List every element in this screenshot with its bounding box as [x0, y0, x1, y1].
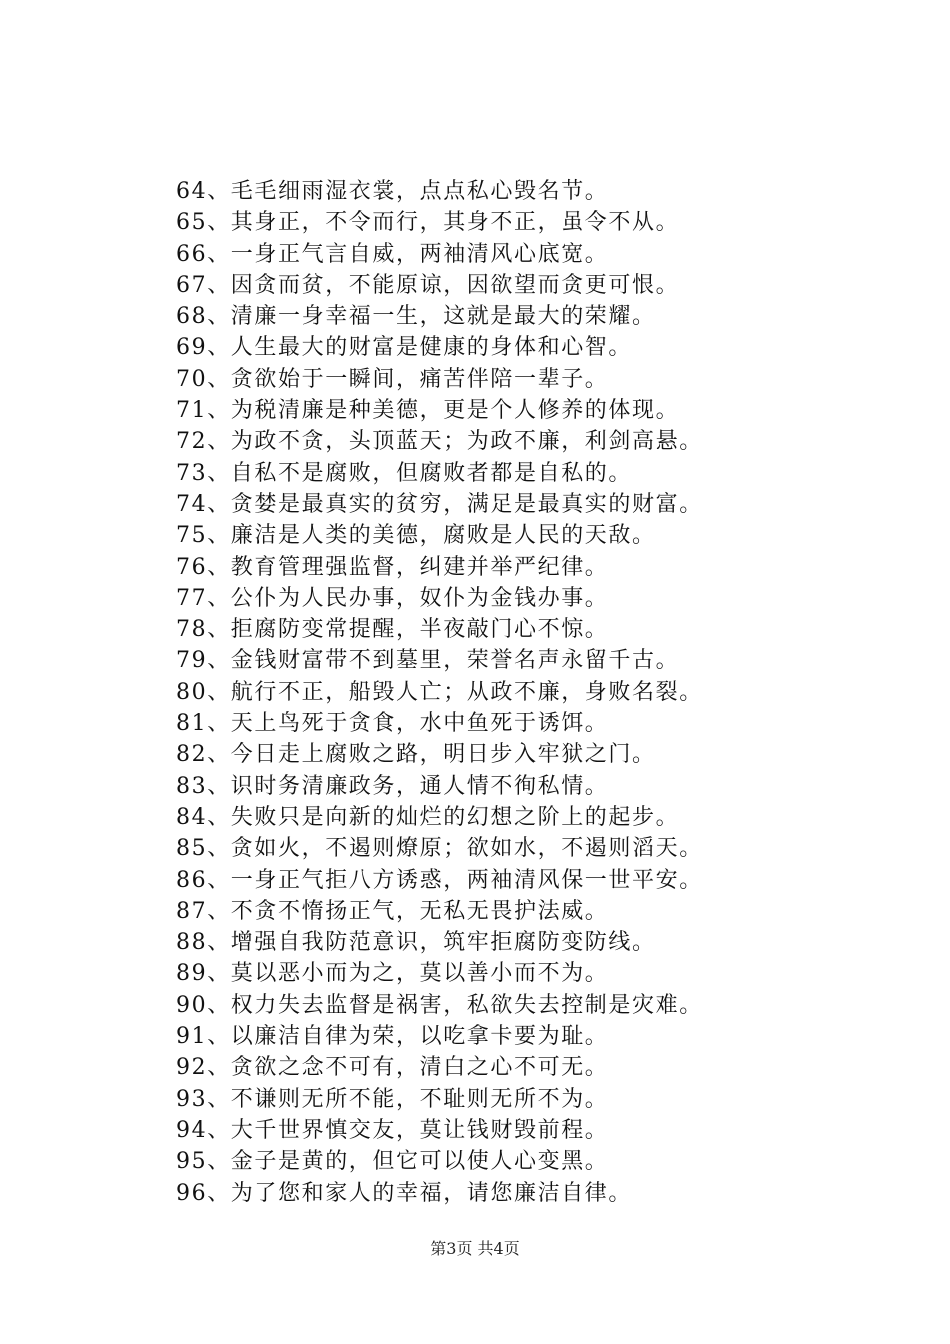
list-item: 87、不贪不惰扬正气，无私无畏护法威。	[176, 898, 609, 924]
list-item: 85、贪如火，不遏则燎原；欲如水，不遏则滔天。	[176, 836, 703, 862]
list-item: 86、一身正气拒八方诱惑，两袖清风保一世平安。	[176, 867, 703, 893]
list-item: 70、贪欲始于一瞬间，痛苦伴陪一辈子。	[176, 366, 609, 392]
list-item: 64、毛毛细雨湿衣裳，点点私心毁名节。	[176, 179, 609, 204]
list-item: 89、莫以恶小而为之，莫以善小而不为。	[176, 961, 609, 987]
list-item: 71、为税清廉是种美德，更是个人修养的体现。	[176, 398, 680, 424]
list-item: 93、不谦则无所不能，不耻则无所不为。	[176, 1086, 609, 1112]
list-item: 68、清廉一身幸福一生，这就是最大的荣耀。	[176, 304, 656, 330]
list-item: 95、金子是黄的，但它可以使人心变黑。	[176, 1149, 609, 1175]
list-item: 80、航行不正，船毁人亡；从政不廉，身败名裂。	[176, 679, 703, 705]
list-item: 69、人生最大的财富是健康的身体和心智。	[176, 335, 632, 361]
list-item: 77、公仆为人民办事，奴仆为金钱办事。	[176, 585, 609, 611]
list-item: 73、自私不是腐败，但腐败者都是自私的。	[176, 460, 632, 486]
list-item: 84、失败只是向新的灿烂的幻想之阶上的起步。	[176, 804, 680, 830]
list-item: 91、以廉洁自律为荣，以吃拿卡要为耻。	[176, 1024, 609, 1050]
list-item: 75、廉洁是人类的美德，腐败是人民的天敌。	[176, 523, 656, 549]
list-item: 67、因贪而贫，不能原谅，因欲望而贪更可恨。	[176, 272, 680, 298]
list-item: 90、权力失去监督是祸害，私欲失去控制是灾难。	[176, 992, 703, 1018]
list-item: 94、大千世界慎交友，莫让钱财毁前程。	[176, 1117, 609, 1143]
list-item: 65、其身正，不令而行，其身不正，虽令不从。	[176, 210, 680, 236]
list-item: 81、天上鸟死于贪食，水中鱼死于诱饵。	[176, 711, 609, 737]
list-item: 83、识时务清廉政务，通人情不徇私情。	[176, 773, 609, 799]
slogan-list	[176, 176, 896, 1209]
list-item: 74、贪婪是最真实的贫穷，满足是最真实的财富。	[176, 491, 703, 517]
page-footer: 第3页 共4页	[430, 1239, 520, 1258]
list-item: 82、今日走上腐败之路，明日步入牢狱之门。	[176, 742, 656, 768]
list-item: 66、一身正气言自威，两袖清风心底宽。	[176, 241, 609, 267]
list-item: 88、增强自我防范意识，筑牢拒腐防变防线。	[176, 930, 656, 956]
list-item: 96、为了您和家人的幸福，请您廉洁自律。	[176, 1180, 632, 1206]
list-item: 72、为政不贪，头顶蓝天；为政不廉，利剑高悬。	[176, 429, 703, 455]
list-item: 79、金钱财富带不到墓里，荣誉名声永留千古。	[176, 648, 680, 674]
list-item: 92、贪欲之念不可有，清白之心不可无。	[176, 1055, 609, 1081]
list-item: 78、拒腐防变常提醒，半夜敲门心不惊。	[176, 617, 609, 643]
list-item: 76、教育管理强监督，纠建并举严纪律。	[176, 554, 609, 580]
